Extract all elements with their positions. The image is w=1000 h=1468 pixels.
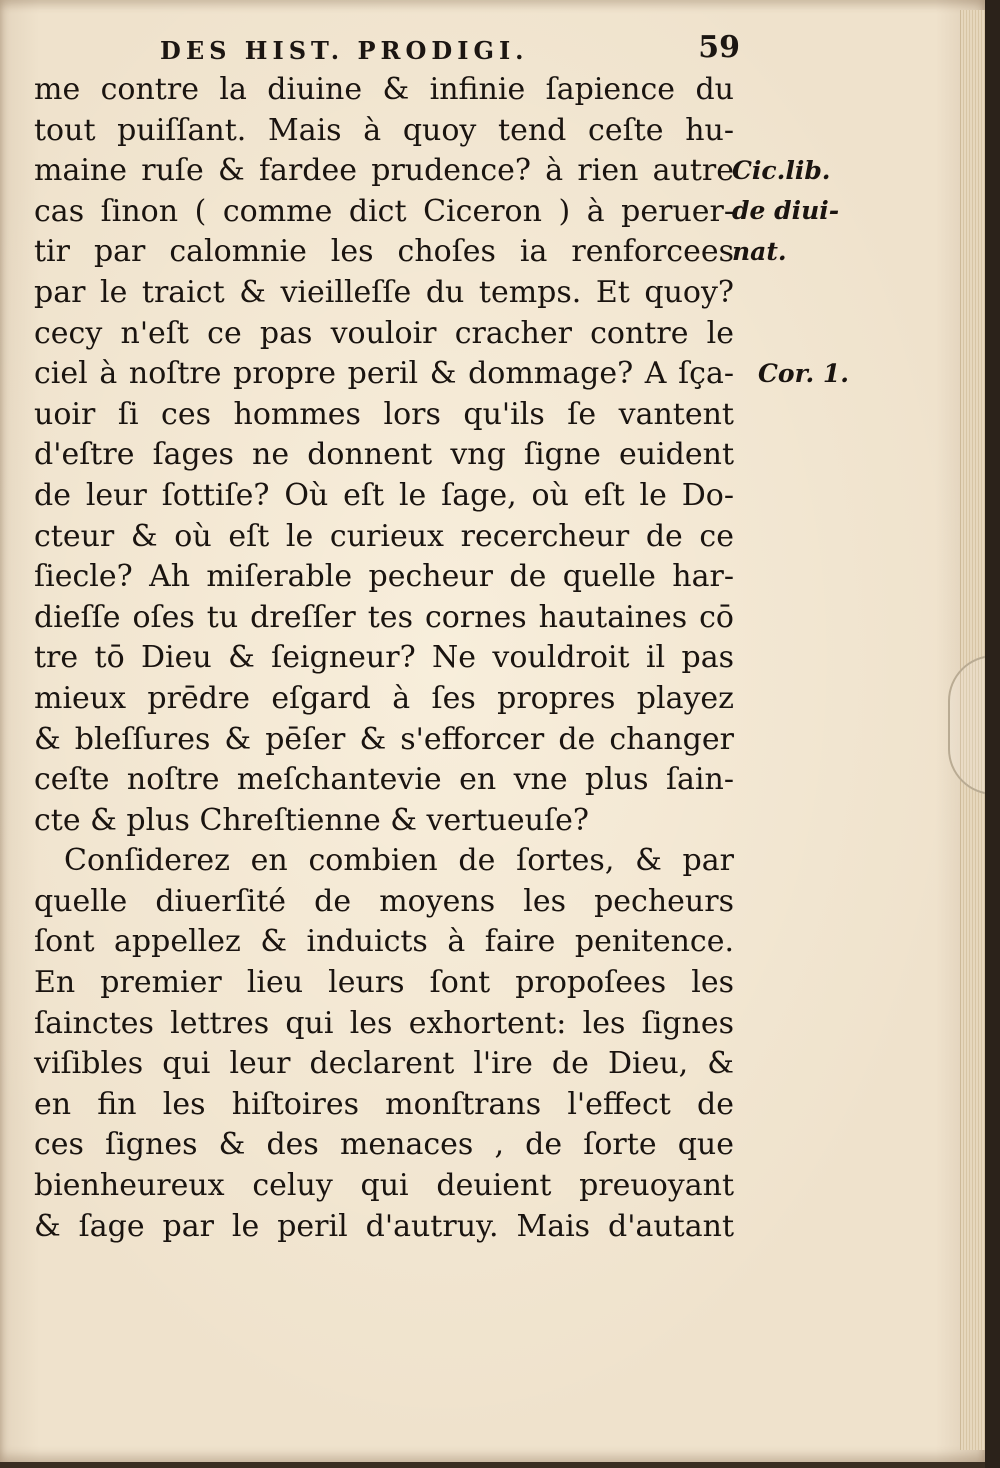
text-line: ſiecle? Ah miſerable pecheur de quelle har-	[34, 559, 734, 595]
body-text	[34, 70, 734, 1247]
text-line: tout puiſſant. Mais à quoy tend ceſte hu-	[34, 112, 734, 148]
text-line: cte & plus Chreſtienne & vertueuſe?	[34, 802, 589, 838]
text-line: cteur & où eſt le curieux recercheur de ce	[34, 518, 734, 554]
text-line: tir par calomnie les choſes ia renforcees	[34, 234, 734, 270]
text-line: ceſte noſtre meſchantevie en vne plus ſain-	[34, 762, 734, 798]
text-line: & bleſſures & pēſer & s'efforcer de changer	[34, 721, 734, 757]
text-line: par le traict & vieilleſſe du temps. Et quoy?	[34, 274, 734, 310]
text-line: ſont appellez & induicts à faire penitence.	[34, 924, 734, 960]
text-line: me contre la diuine & infinie ſapience du	[34, 72, 734, 107]
page-number: 59	[698, 30, 740, 65]
marginal-note: de diui-	[732, 196, 840, 225]
text-line: quelle diuerſité de moyens les pecheurs	[34, 883, 734, 919]
text-line: cecy n'eſt ce pas vouloir cracher contre le	[34, 315, 734, 351]
marginal-note: Cor. 1.	[758, 359, 849, 388]
text-line: & ſage par le peril d'autruy. Mais d'autant	[34, 1208, 734, 1244]
book-edge-shadow	[985, 0, 1000, 1468]
running-head	[160, 30, 740, 70]
text-line: viſibles qui leur declarent l'ire de Dieu, &	[34, 1046, 734, 1082]
text-line: mieux prēdre eſgard à ſes propres playez	[34, 680, 734, 716]
marginal-note: nat.	[732, 237, 787, 266]
text-line: dieſſe oſes tu dreſſer tes cornes hautaines cō	[34, 599, 734, 635]
text-line: en fin les hiſtoires monſtrans l'effect de	[34, 1086, 734, 1122]
text-line: En premier lieu leurs ſont propoſees les	[34, 965, 734, 1001]
running-head-title: DES HIST. PRODIGI.	[160, 36, 529, 65]
text-line: ciel à noſtre propre peril & dommage? A ſça-	[34, 356, 734, 392]
text-line: bienheureux celuy qui deuient preuoyant	[34, 1168, 734, 1204]
text-line: d'eſtre ſages ne donnent vng ſigne euident	[34, 437, 734, 473]
text-line: ſainctes lettres qui les exhortent: les ſignes	[34, 1005, 734, 1041]
text-line: de leur ſottiſe? Où eſt le ſage, où eſt le Do-	[34, 477, 734, 513]
text-line: cas ſinon ( comme dict Ciceron ) à peruer-	[34, 193, 734, 229]
text-line: maine ruſe & fardee prudence? à rien autre	[34, 153, 734, 189]
text-line: Conſiderez en combien de ſortes, & par	[64, 843, 734, 879]
marginal-note: Cic.lib.	[732, 156, 831, 185]
text-line: uoir ſi ces hommes lors qu'ils ſe vantent	[34, 396, 734, 432]
text-line: ces ſignes & des menaces , de ſorte que	[34, 1127, 734, 1163]
text-line: tre tō Dieu & ſeigneur? Ne vouldroit il pas	[34, 640, 734, 676]
